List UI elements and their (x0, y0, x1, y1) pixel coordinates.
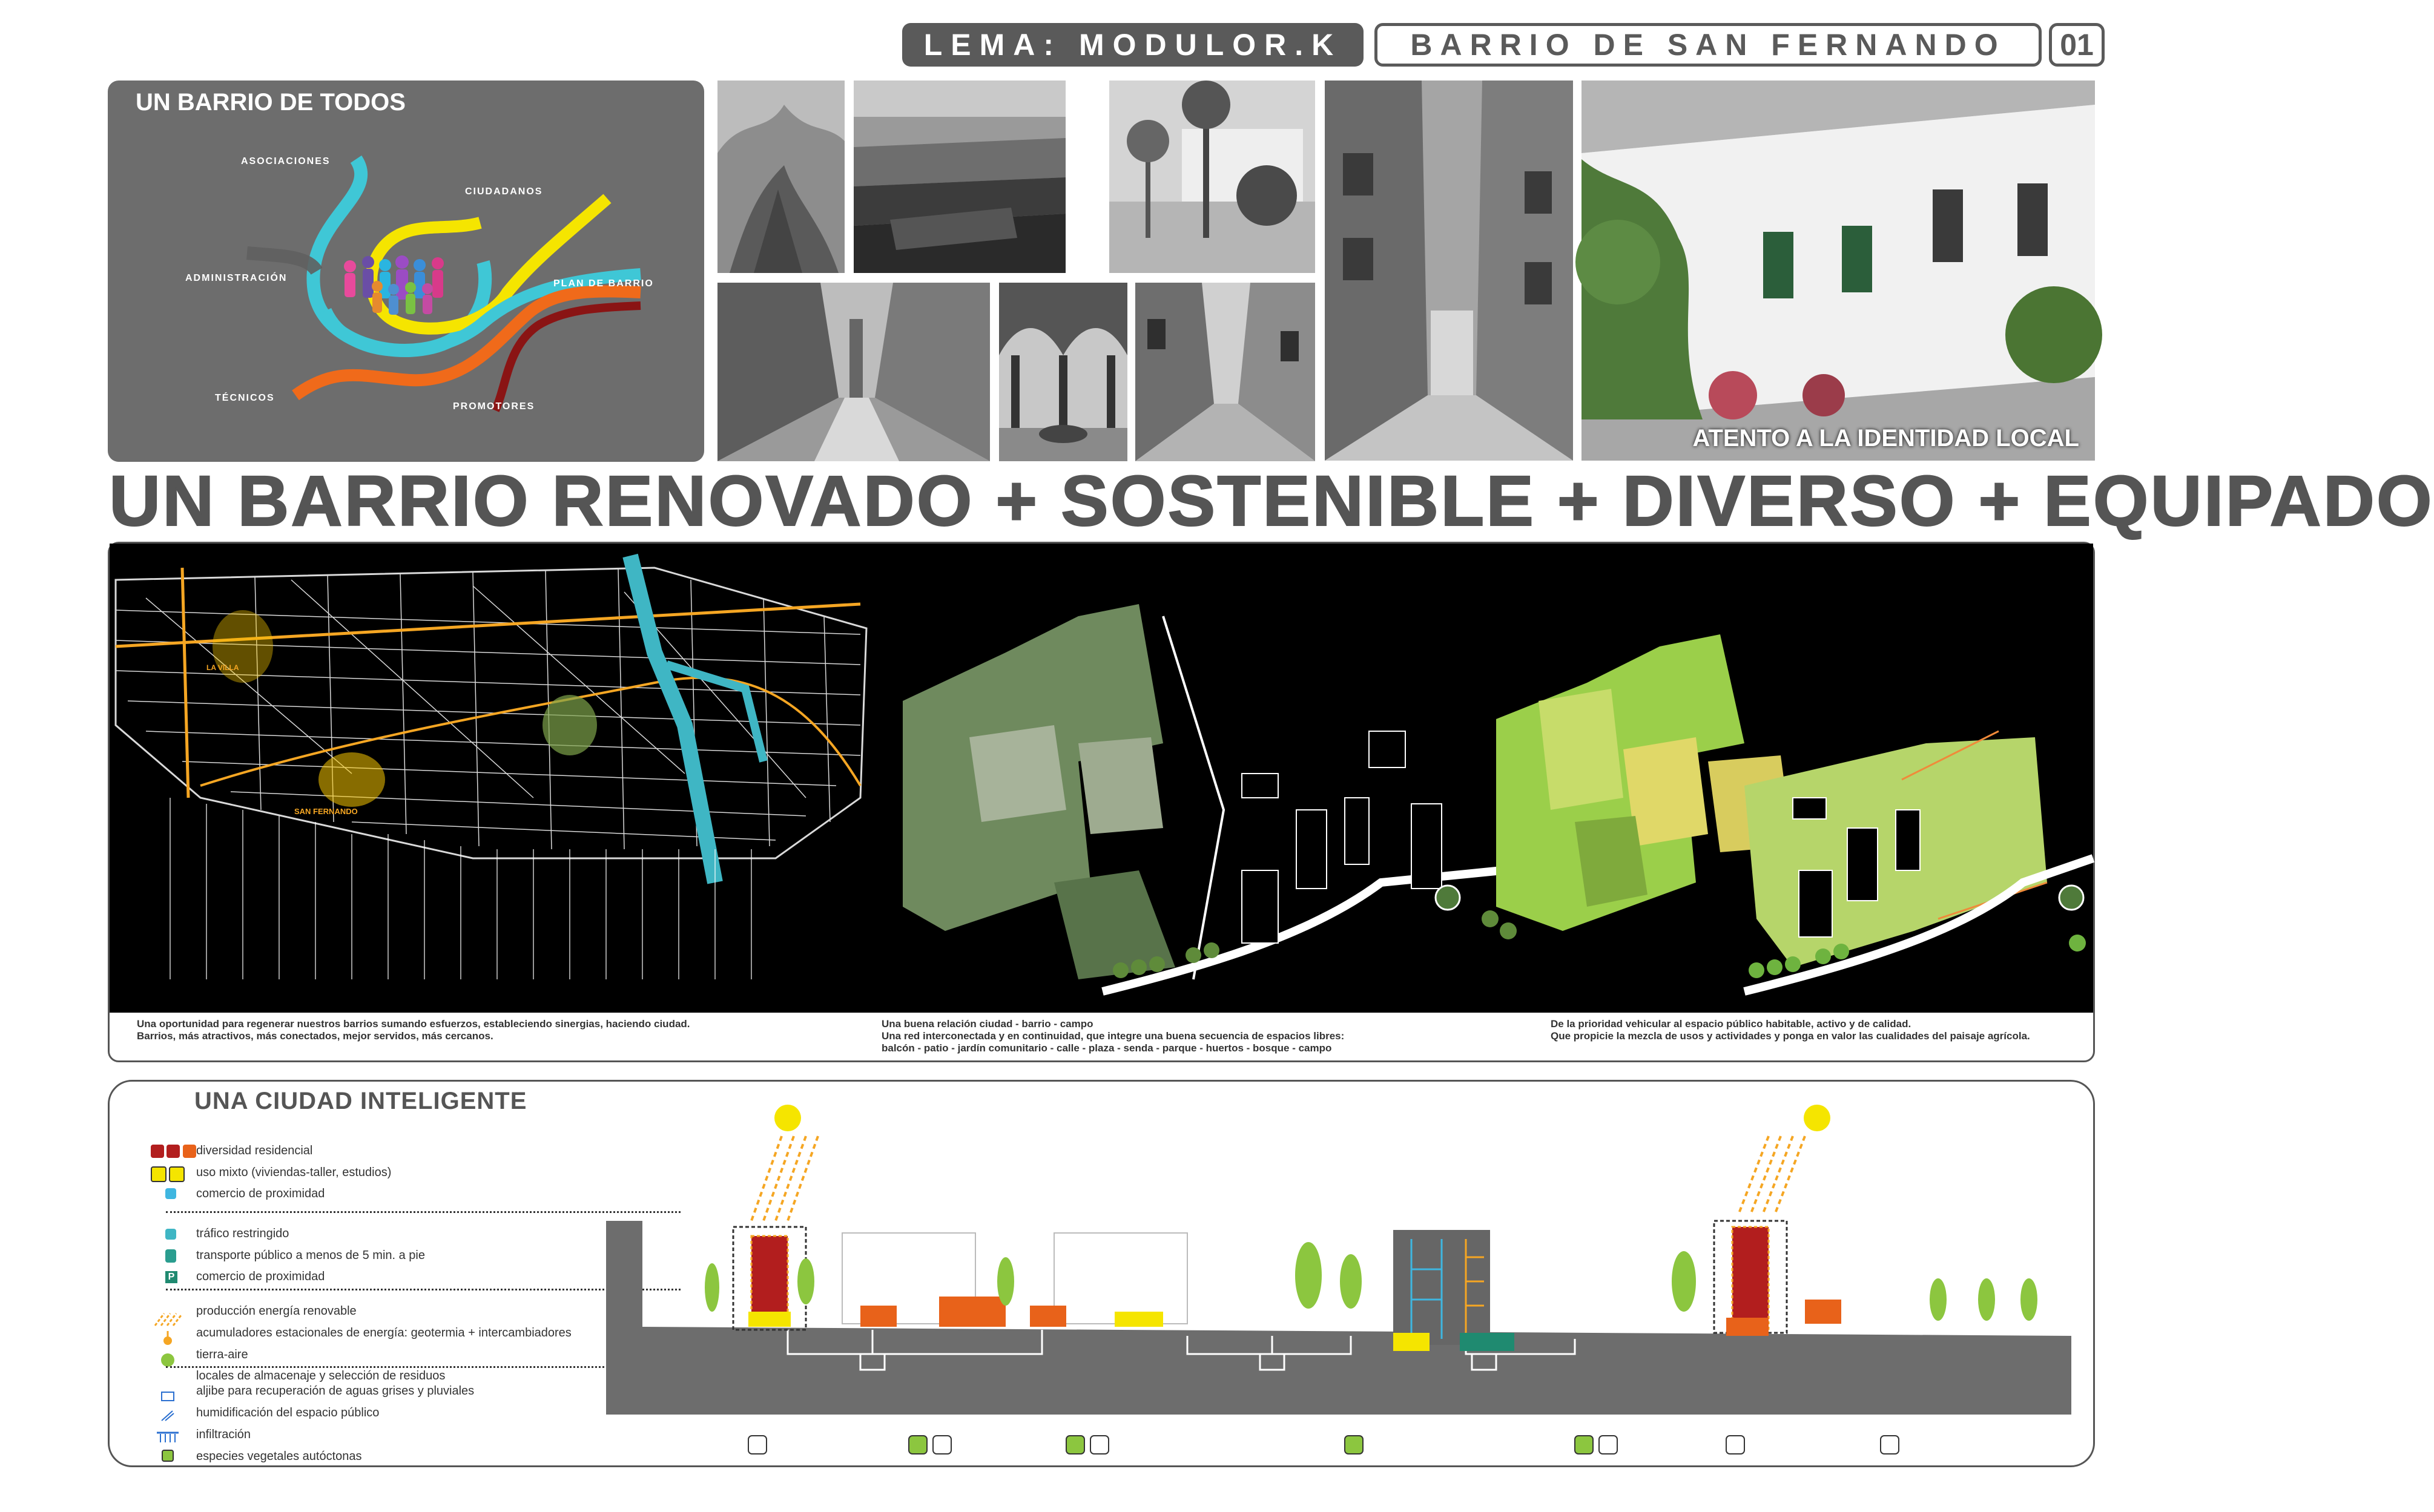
legend-comercio-1: comercio de proximidad (196, 1187, 325, 1200)
todos-panel (108, 81, 704, 462)
sheet-number: 01 (2049, 23, 2105, 67)
legend-trafico: tráfico restringido (196, 1227, 289, 1240)
legend-divider (166, 1366, 681, 1368)
stakeholder-administracion: ADMINISTRACIÓN (185, 273, 288, 283)
smart-city-title: UNA CIUDAD INTELIGENTE (194, 1088, 527, 1114)
photo-narrow-street (1325, 81, 1573, 461)
caption-1 (137, 1018, 690, 1042)
cistern-icon (160, 1389, 175, 1403)
mixed-use-icon (151, 1166, 185, 1185)
caption-3 (1551, 1018, 2030, 1042)
photo-white-house (1581, 81, 2095, 461)
lema-label: LEMA: MODULOR.K (902, 23, 1364, 67)
stakeholder-asociaciones: ASOCIACIONES (241, 156, 331, 166)
map-label-la-villa: LA VILLA (206, 663, 239, 672)
legend-humidificacion: humidificación del espacio público (196, 1406, 380, 1419)
caption-2-line-2: Una red interconectada y en continuidad, que integre una buena secuencia de espacios libres: (882, 1030, 1345, 1042)
urban-plans (110, 544, 2093, 1013)
humidifier-icon (160, 1408, 175, 1423)
legend-tierra-aire: tierra-aire (196, 1348, 248, 1361)
legend-energia: producción energía renovable (196, 1304, 357, 1318)
map-panel (108, 542, 2095, 1062)
recycle-icon (160, 1353, 175, 1367)
stakeholder-ciudadanos: CIUDADANOS (465, 186, 543, 197)
housing-icon (151, 1145, 196, 1161)
headline: UN BARRIO RENOVADO + SOSTENIBLE + DIVERSO + EQUIPADO (109, 461, 2434, 541)
solar-icon (152, 1310, 182, 1329)
legend-infiltracion: infiltración (196, 1428, 251, 1441)
caption-2-line-3: balcón - patio - jardín comunitario - calle - plaza - senda - parque - huertos - bosque - campo (882, 1042, 1332, 1054)
photo-shopping-street (717, 283, 990, 461)
legend-diversidad: diversidad residencial (196, 1144, 313, 1157)
photo-badlands (717, 81, 845, 273)
todos-title: UN BARRIO DE TODOS (136, 89, 406, 116)
stakeholder-tecnicos: TÉCNICOS (215, 393, 275, 403)
caption-2-line-1: Una buena relación ciudad - barrio - campo (882, 1018, 1093, 1030)
geothermal-icon (160, 1331, 175, 1346)
bus-icon (165, 1249, 176, 1266)
legend-transporte: transporte público a menos de 5 min. a pie (196, 1249, 425, 1262)
photo-palm-plaza (1109, 81, 1315, 273)
caption-1-line-1: Una oportunidad para regenerar nuestros barrios sumando esfuerzos, estableciendo sinergias, haciendo ciudad. (137, 1018, 690, 1030)
caption-3-line-2: Que propicie la mezcla de usos y actividades y ponga en valor las cualidades del paisaje agrícola. (1551, 1030, 2030, 1042)
stakeholder-plan-de-barrio: PLAN DE BARRIO (553, 278, 654, 289)
legend-uso-mixto: uso mixto (viviendas-taller, estudios) (196, 1166, 392, 1179)
infiltration-icon (157, 1428, 179, 1444)
photo-old-street (1135, 283, 1315, 461)
shop-icon (165, 1188, 176, 1202)
restricted-traffic-icon (165, 1229, 176, 1243)
identity-caption: ATENTO A LA IDENTIDAD LOCAL (1692, 425, 2079, 452)
caption-2 (882, 1018, 1344, 1054)
legend-especies: especies vegetales autóctonas (196, 1450, 362, 1463)
parking-icon: P (165, 1271, 177, 1283)
legend-acumuladores: acumuladores estacionales de energía: geotermia + intercambiadores (196, 1326, 572, 1339)
legend-residuos: locales de almacenaje y selección de residuos (196, 1369, 446, 1382)
map-label-san-fernando: SAN FERNANDO (294, 807, 358, 816)
smart-city-panel (108, 1080, 2095, 1467)
barrio-title: BARRIO DE SAN FERNANDO (1374, 23, 2042, 67)
caption-3-line-1: De la prioridad vehicular al espacio público habitable, activo y de calidad. (1551, 1018, 1911, 1030)
caption-1-line-2: Barrios, más atractivos, más conectados, mejor servidos, más cercanos. (137, 1030, 493, 1042)
photo-farmland (854, 81, 1066, 273)
stakeholder-diagram (108, 81, 704, 462)
stakeholder-promotores: PROMOTORES (453, 401, 535, 412)
native-plants-icon (162, 1450, 174, 1462)
legend-aljibe: aljibe para recuperación de aguas grises y pluviales (196, 1384, 475, 1398)
legend-divider (166, 1289, 681, 1290)
legend-divider (166, 1211, 681, 1213)
legend-comercio-2: comercio de proximidad (196, 1270, 325, 1283)
map-canvas (110, 544, 2093, 1013)
photo-courtyard (999, 283, 1127, 461)
urban-section (606, 1100, 2071, 1463)
